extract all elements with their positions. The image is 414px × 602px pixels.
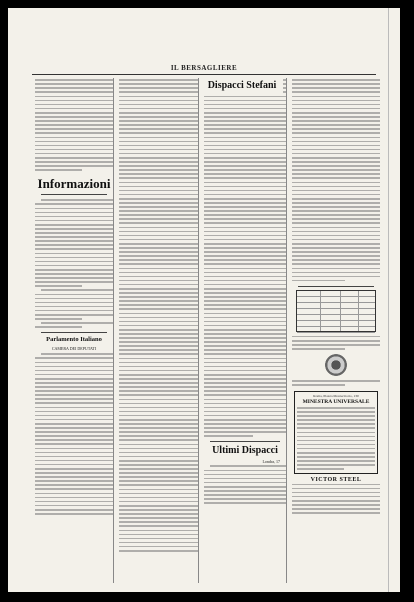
ad-address: Roma, Piazza Montecitorio, 130	[313, 394, 359, 399]
market-table	[296, 290, 376, 332]
column-separator	[113, 78, 114, 583]
column-4	[289, 78, 383, 583]
divider	[210, 441, 280, 442]
dispacci-stefani-heading: Dispacci Stefani	[207, 80, 277, 91]
newspaper-page	[8, 8, 400, 592]
divider	[41, 194, 107, 195]
dispatch-dateline: Londra, 17	[262, 459, 280, 465]
parliament-subheading: CAMERA DEI DEPUTATI	[51, 346, 97, 352]
advertisement-box	[294, 391, 378, 474]
masthead-title: IL BERSAGLIERE	[170, 64, 238, 72]
column-2	[116, 78, 202, 583]
column-3	[201, 78, 289, 583]
victor-steel-ad: VICTOR STEEL	[310, 477, 362, 484]
divider	[41, 332, 107, 333]
column-1	[32, 78, 116, 583]
masthead-rule	[32, 74, 376, 75]
ad-title: MINESTRA UNIVERSALE	[302, 398, 370, 405]
ultimi-dispacci-heading: Ultimi Dispacci	[212, 445, 278, 457]
column-separator	[286, 78, 287, 583]
page-edge	[388, 8, 389, 592]
divider	[298, 286, 374, 287]
informazioni-heading: Informazioni	[37, 176, 111, 192]
decorative-emblem	[325, 354, 347, 376]
parliament-heading: Parlamento Italiano	[46, 336, 102, 344]
column-separator	[198, 78, 199, 583]
